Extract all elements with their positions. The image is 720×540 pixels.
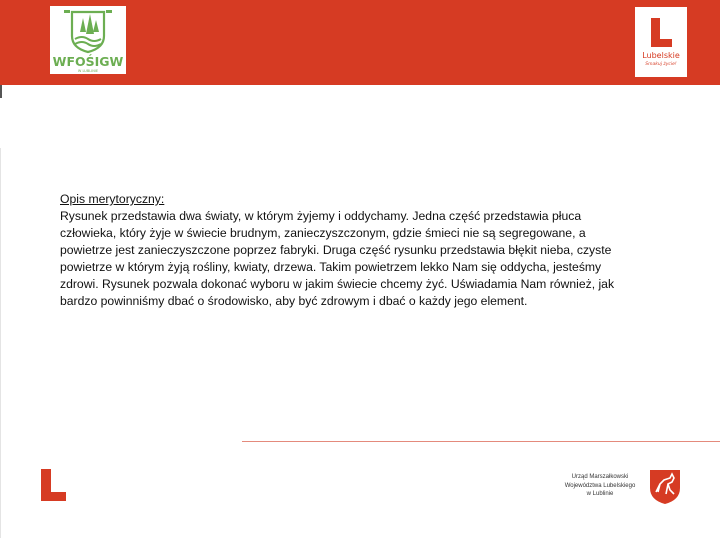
description-line: bardzo powinniśmy dbać o środowisko, aby być zdrowym i dbać o każdy jego element.	[60, 294, 528, 308]
footer-lubelskie-logo	[40, 468, 68, 508]
description-line: człowieka, który żyje w świecie brudnym, zanieczyszczonym, gdzie śmieci nie są segregowane, a	[60, 226, 586, 240]
office-line: w Lublinie	[586, 491, 614, 497]
footer-divider	[242, 441, 720, 442]
wfosigw-label: WFOŚIGW	[52, 54, 124, 69]
office-line: Urząd Marszałkowski	[571, 474, 629, 480]
description-line: zdrowi. Rysunek pozwala dokonać wyboru w jakim świecie chcemy żyć. Uświadamia Nam również, jak	[60, 277, 615, 291]
lubelskie-label: Lubelskie	[642, 51, 680, 60]
description-line: Rysunek przedstawia dwa światy, w którym żyjemy i oddychamy. Jedna część przedstawia płuca	[60, 209, 582, 223]
tree-logo-icon	[50, 6, 126, 54]
description-block	[60, 191, 650, 310]
lubelskie-logo	[635, 7, 687, 77]
edge-marker	[0, 85, 2, 98]
wfosigw-logo	[50, 6, 126, 74]
office-name	[556, 473, 644, 499]
description-heading: Opis merytoryczny:	[60, 192, 165, 206]
office-line: Województwa Lubelskiego	[564, 482, 636, 489]
edge-line	[0, 148, 1, 538]
lubelskie-tagline: Smakuj życie!	[645, 62, 677, 67]
coat-of-arms-icon	[648, 468, 682, 506]
wfosigw-sublabel: W LUBLINIE	[77, 69, 99, 73]
description-line: powietrze w którym żyją rośliny, kwiaty, drzewa. Takim powietrzem lekko Nam się oddycha, jesteśmy	[60, 260, 602, 274]
lubelskie-l-icon	[40, 468, 68, 504]
description-line: powietrze jest zanieczyszczone poprzez fabryki. Druga część rysunku przedstawia błękit nieba, czyste	[60, 243, 612, 257]
lubelskie-l-icon	[635, 7, 687, 51]
crest-logo	[648, 468, 682, 510]
